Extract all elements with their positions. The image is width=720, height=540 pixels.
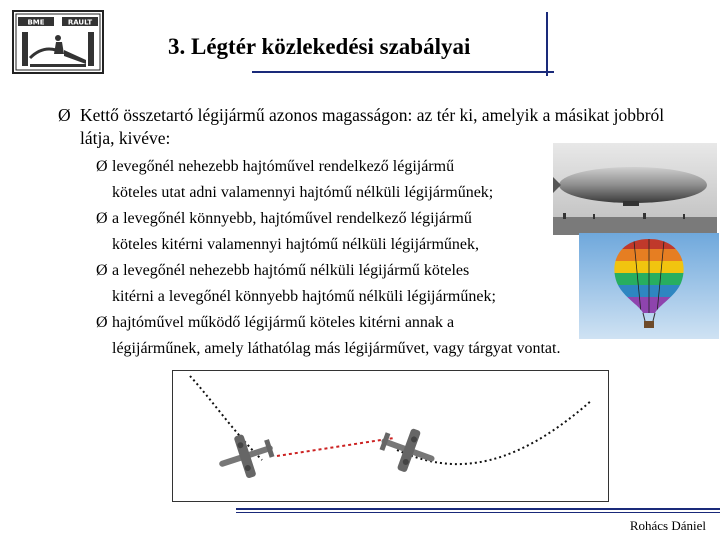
bullet-arrow-icon: Ø <box>96 210 108 227</box>
logo-left-text: BME <box>27 18 45 27</box>
sub-bullet-line: köteles utat adni valamennyi hajtómű nélküli légijárműnek; <box>112 184 494 201</box>
footer-divider-thin <box>236 512 720 513</box>
page-title: 3. Légtér közlekedési szabályai <box>168 34 471 59</box>
bullet-arrow-icon: Ø <box>96 262 108 279</box>
bullet-arrow-icon: Ø <box>58 105 71 125</box>
sub-bullet-line: hajtóművel működő légijármű köteles kitérni annak a <box>112 314 455 331</box>
sub-bullet-line: a levegőnél nehezebb hajtómű nélküli légijármű köteles <box>112 262 470 279</box>
sub-bullet-line: köteles kitérni valamennyi hajtómű nélküli légijárműnek, <box>112 236 480 253</box>
zeppelin-photo <box>553 143 717 235</box>
footer-divider <box>236 508 720 510</box>
title-divider-vertical <box>546 12 548 76</box>
main-bullet-text: Kettő összetartó légijármű azonos magasságon: az tér ki, amelyik a másikat jobbról látja, kivéve: <box>80 105 665 148</box>
bullet-arrow-icon: Ø <box>96 158 108 175</box>
sub-bullet-line: kitérni a levegőnél könnyebb hajtómű nélküli légijárműnek; <box>112 288 496 305</box>
sub-bullet-line: légijárműnek, amely láthatólag más légijárművet, vagy tárgyat vontat. <box>112 340 561 357</box>
sub-bullet <box>96 154 493 206</box>
sub-bullet <box>96 258 496 310</box>
logo-right-text: RAULT <box>67 18 93 27</box>
title-underline <box>252 71 554 73</box>
collision-avoidance-diagram <box>172 370 609 502</box>
sub-bullet <box>96 310 560 362</box>
bme-logo <box>12 10 104 74</box>
author-name: Rohács Dániel <box>629 518 706 533</box>
hot-air-balloon-photo <box>579 233 719 339</box>
bullet-arrow-icon: Ø <box>96 314 108 331</box>
sub-bullet <box>96 206 479 258</box>
sub-bullet-line: a levegőnél könnyebb, hajtóművel rendelkező légijármű <box>112 210 472 227</box>
sub-bullet-line: levegőnél nehezebb hajtóművel rendelkező légijármű <box>112 158 455 175</box>
